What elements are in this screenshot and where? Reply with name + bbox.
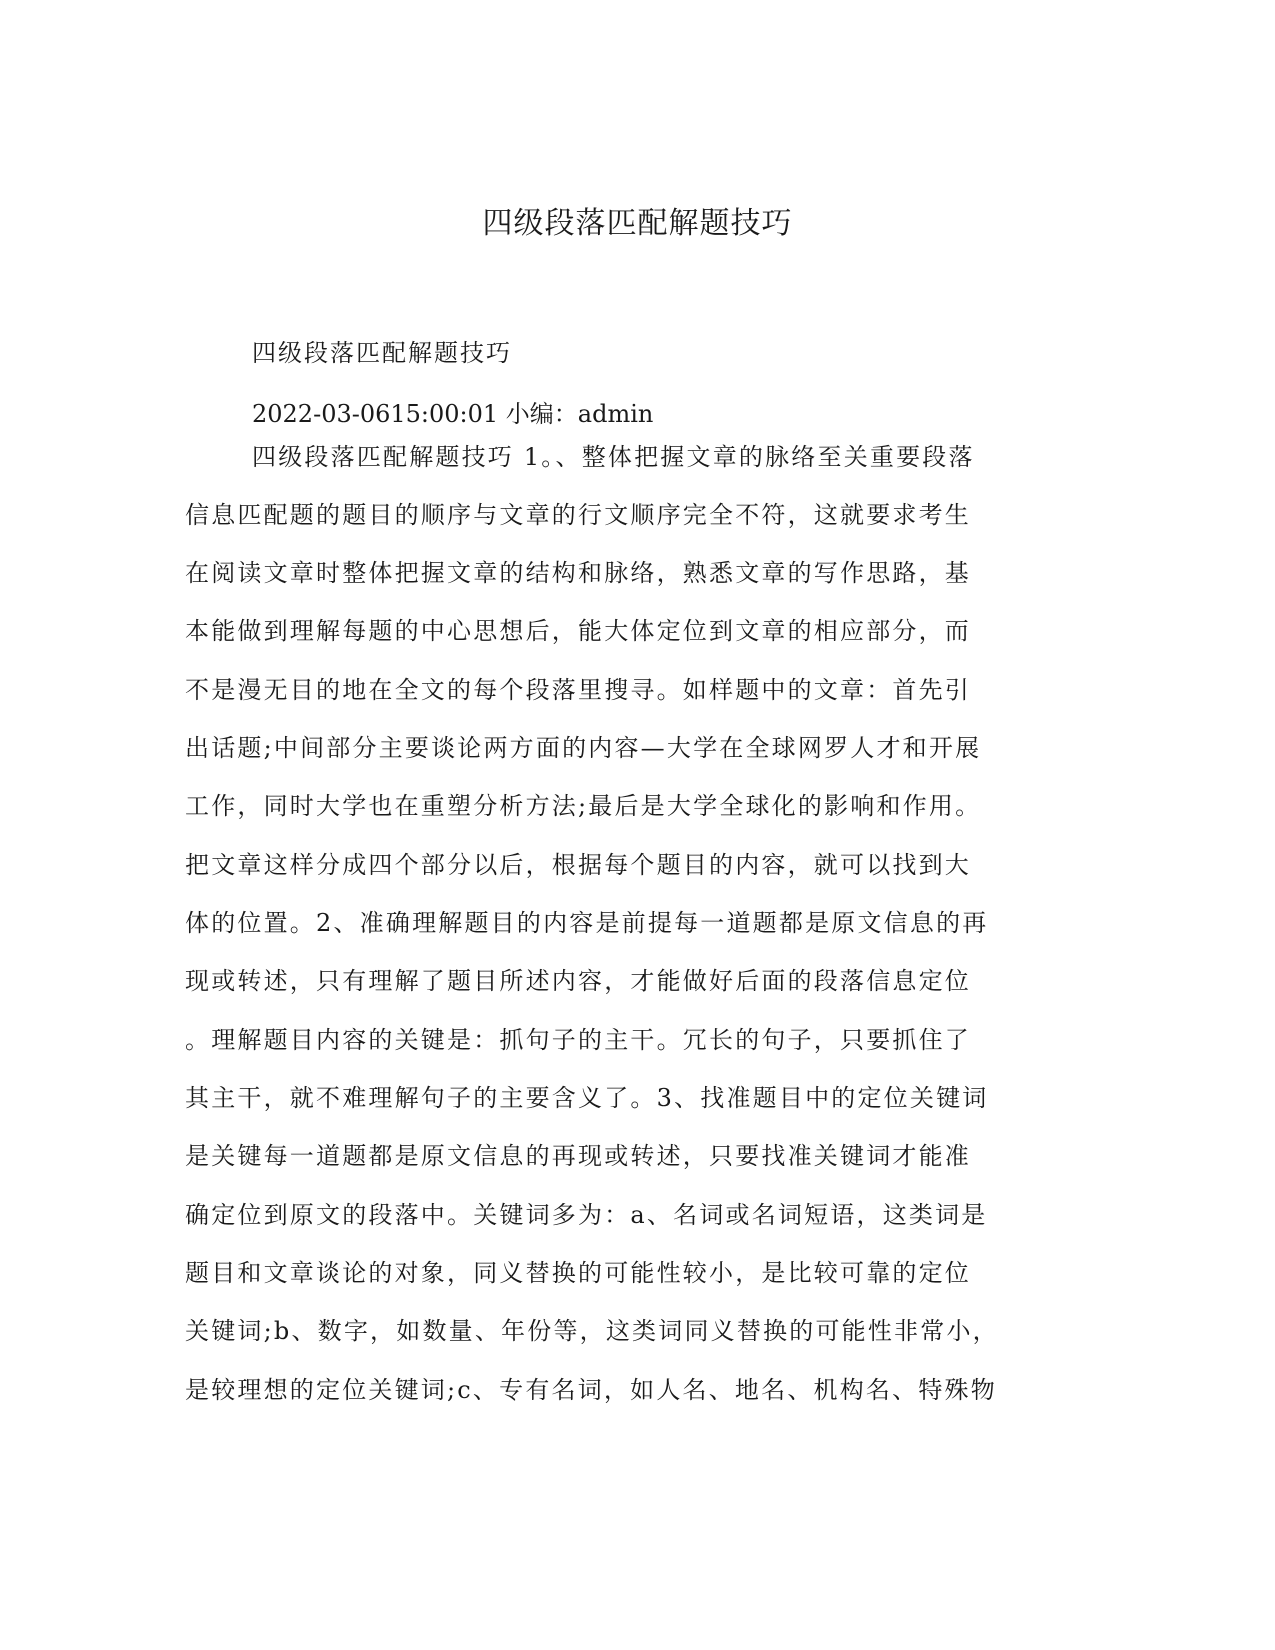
body-line: 四级段落匹配解题技巧 1。、整体把握文章的脉络至关重要段落 bbox=[252, 443, 975, 471]
body-line: 题目和文章谈论的对象，同义替换的可能性较小，是比较可靠的定位 bbox=[185, 1259, 971, 1287]
body-line: 工作，同时大学也在重塑分析方法;最后是大学全球化的影响和作用。 bbox=[185, 792, 982, 820]
body-line: 信息匹配题的题目的顺序与文章的行文顺序完全不符，这就要求考生 bbox=[185, 501, 971, 529]
body-line: 其主干，就不难理解句子的主要含义了。3、找准题目中的定位关键词 bbox=[185, 1084, 989, 1112]
body-line: 把文章这样分成四个部分以后，根据每个题目的内容，就可以找到大 bbox=[185, 851, 971, 879]
body-line: 现或转述，只有理解了题目所述内容，才能做好后面的段落信息定位 bbox=[185, 967, 971, 995]
body-line: 确定位到原文的段落中。关键词多为：a、名词或名词短语，这类词是 bbox=[185, 1201, 988, 1229]
body-line: 本能做到理解每题的中心思想后，能大体定位到文章的相应部分，而 bbox=[185, 617, 971, 645]
body-line: 体的位置。2、准确理解题目的内容是前提每一道题都是原文信息的再 bbox=[185, 909, 989, 937]
body-line: 出话题;中间部分主要谈论两方面的内容—大学在全球网罗人才和开展 bbox=[185, 734, 982, 762]
body-line: 是关键每一道题都是原文信息的再现或转述，只要找准关键词才能准 bbox=[185, 1142, 971, 1170]
body-line: 不是漫无目的地在全文的每个段落里搜寻。如样题中的文章：首先引 bbox=[185, 676, 971, 704]
body-line: 关键词;b、数字，如数量、年份等，这类词同义替换的可能性非常小， bbox=[185, 1317, 999, 1345]
body-line: 是较理想的定位关键词;c、专有名词，如人名、地名、机构名、特殊物 bbox=[185, 1376, 997, 1404]
document-title: 四级段落匹配解题技巧 bbox=[482, 206, 793, 241]
body-line: 在阅读文章时整体把握文章的结构和脉络，熟悉文章的写作思路，基 bbox=[185, 559, 971, 587]
publish-meta: 2022-03-0615:00:01 小编：admin bbox=[252, 400, 654, 428]
body-line: 。理解题目内容的关键是：抓句子的主干。冗长的句子，只要抓住了 bbox=[185, 1026, 971, 1054]
document-subtitle: 四级段落匹配解题技巧 bbox=[252, 339, 512, 367]
